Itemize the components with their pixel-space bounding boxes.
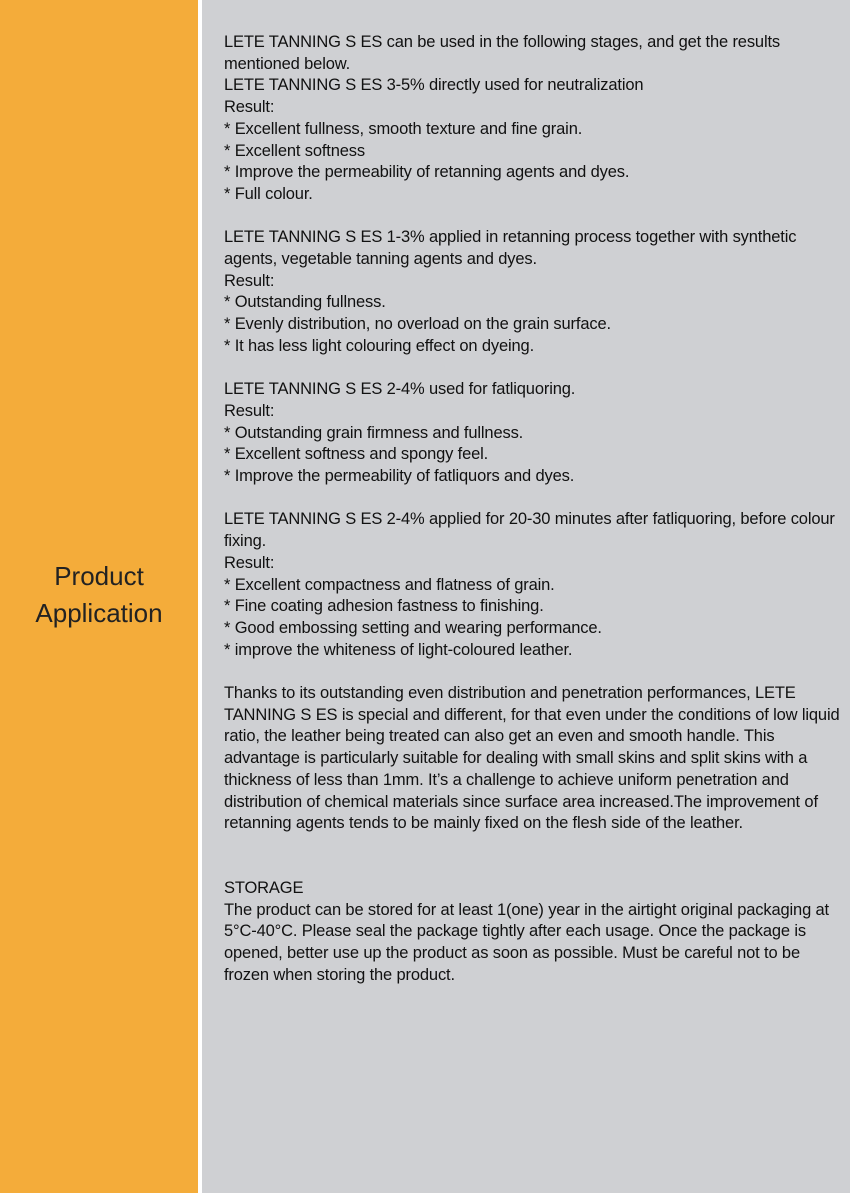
usage-section-2 bbox=[224, 227, 846, 357]
usage-section-3 bbox=[224, 379, 846, 488]
usage-section-1 bbox=[224, 75, 846, 205]
usage-heading: LETE TANNING S ES 3-5% directly used for neutralization bbox=[224, 76, 644, 95]
result-item: * Excellent compactness and flatness of grain. bbox=[224, 575, 555, 594]
result-item: * Excellent softness bbox=[224, 141, 365, 160]
result-item: * Improve the permeability of fatliquors and dyes. bbox=[224, 467, 575, 486]
result-item: * Good embossing setting and wearing performance. bbox=[224, 618, 602, 637]
intro-paragraph: LETE TANNING S ES can be used in the following stages, and get the results mentioned below. bbox=[224, 33, 781, 73]
result-label: Result: bbox=[224, 98, 275, 117]
result-item: * Outstanding grain firmness and fullness. bbox=[224, 423, 524, 442]
usage-heading: LETE TANNING S ES 1-3% applied in retanning process together with synthetic agents, vegetable tanning agents and dyes. bbox=[224, 228, 797, 269]
section-title-line-2: Application bbox=[35, 598, 163, 628]
usage-heading: LETE TANNING S ES 2-4% applied for 20-30 minutes after fatliquoring, before colour fixing. bbox=[224, 510, 835, 551]
result-item: * Excellent softness and spongy feel. bbox=[224, 445, 489, 464]
storage-text: The product can be stored for at least 1(one) year in the airtight original packaging at 5°C-40°C. Please seal the package tightly after each usage. Once the package is opened, better use up the product as soon as possible. Must be careful not to be frozen when storing the product. bbox=[224, 900, 829, 984]
content-body bbox=[224, 32, 846, 986]
sidebar bbox=[0, 0, 198, 1193]
usage-heading: LETE TANNING S ES 2-4% used for fatliquoring. bbox=[224, 380, 576, 399]
result-item: * It has less light colouring effect on dyeing. bbox=[224, 336, 535, 355]
result-label: Result: bbox=[224, 271, 275, 290]
result-label: Result: bbox=[224, 553, 275, 572]
section-title-line-1: Product bbox=[54, 561, 144, 591]
result-label: Result: bbox=[224, 401, 275, 420]
result-item: * Improve the permeability of retanning agents and dyes. bbox=[224, 163, 630, 182]
result-item: * Evenly distribution, no overload on the grain surface. bbox=[224, 315, 611, 334]
result-item: * Full colour. bbox=[224, 184, 313, 203]
section-title bbox=[0, 558, 198, 632]
usage-section-4 bbox=[224, 509, 846, 661]
result-item: * improve the whiteness of light-coloured leather. bbox=[224, 640, 573, 659]
summary-paragraph: Thanks to its outstanding even distribution and penetration performances, LETE TANNING S ES is special and different, for that even under the conditions of low liquid ratio, the leather being treated can also get an even and smooth handle. This advantage is particularly suitable for dealing with small skins and split skins with a thickness of less than 1mm. It’s a challenge to achieve uniform penetration and distribution of chemical materials since surface area increased.The improvement of retanning agents tends to be mainly fixed on the flesh side of the leather. bbox=[224, 684, 840, 833]
storage-section bbox=[224, 878, 846, 987]
result-item: * Fine coating adhesion fastness to finishing. bbox=[224, 597, 544, 616]
result-item: * Excellent fullness, smooth texture and fine grain. bbox=[224, 119, 583, 138]
storage-heading: STORAGE bbox=[224, 878, 304, 897]
result-item: * Outstanding fullness. bbox=[224, 293, 386, 312]
